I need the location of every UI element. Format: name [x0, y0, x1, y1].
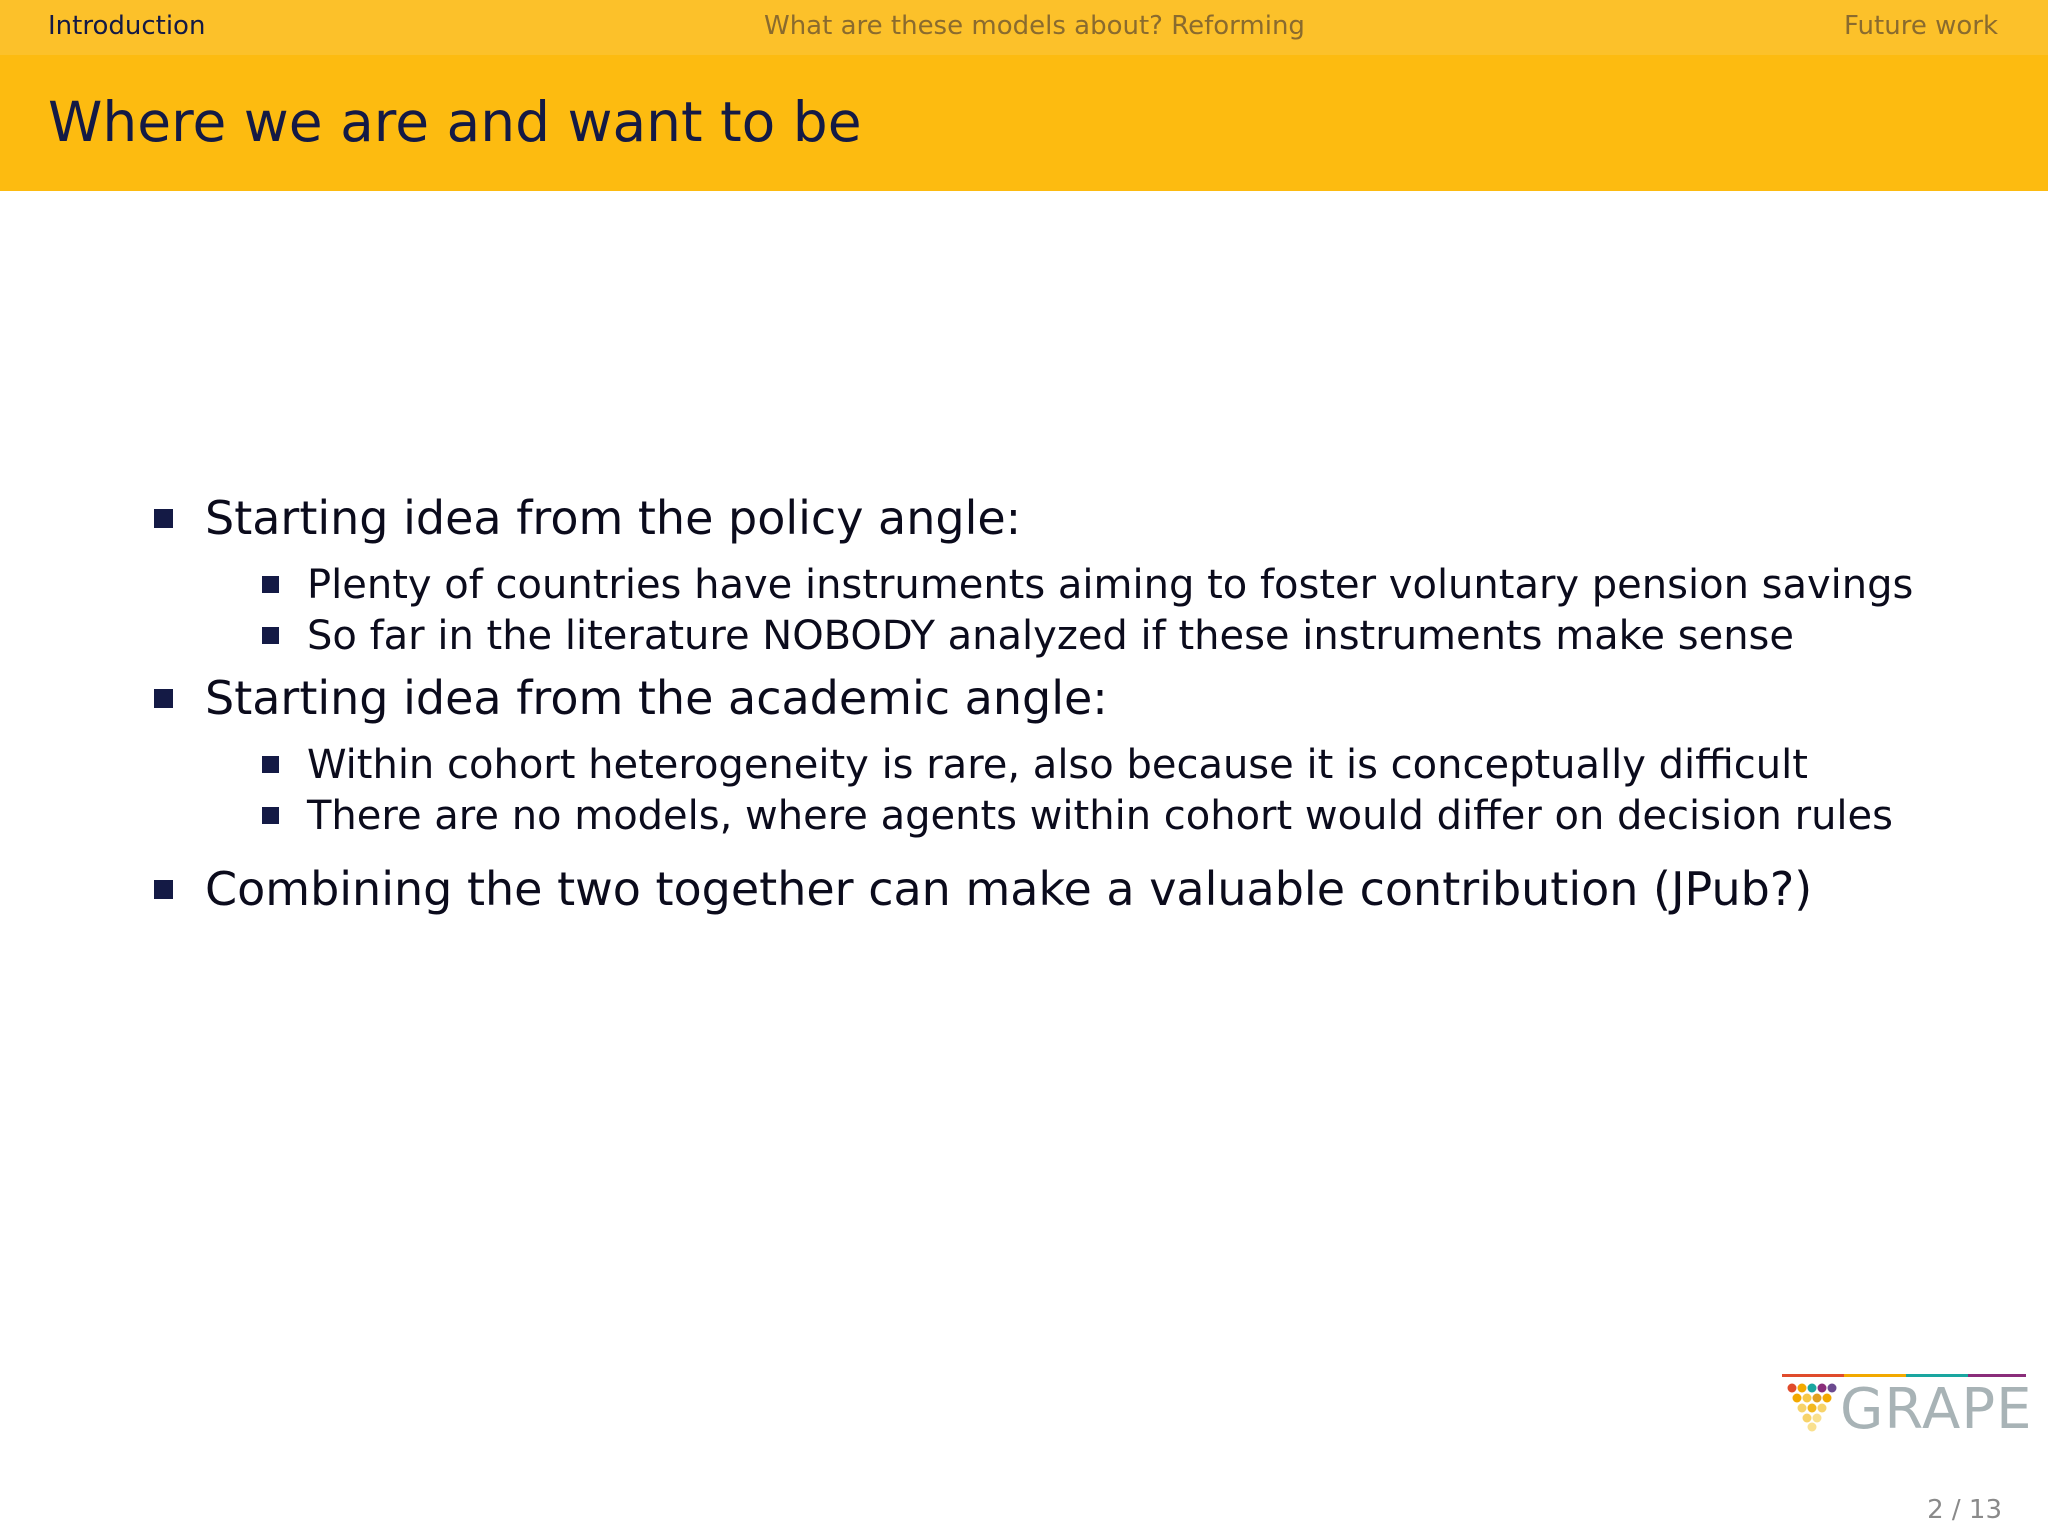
- sub-bullet-item: [262, 562, 1914, 608]
- nav-item-models[interactable]: What are these models about? Reforming: [764, 11, 1305, 41]
- bullet-item: [154, 671, 1108, 725]
- bullet-text: Starting idea from the academic angle:: [205, 671, 1108, 725]
- navigation-bar: [0, 0, 2048, 55]
- sub-bullet-item: [262, 742, 1808, 788]
- bullet-marker-icon: [262, 807, 279, 824]
- frame-title: Where we are and want to be: [48, 90, 862, 154]
- nav-item-introduction[interactable]: Introduction: [48, 11, 206, 41]
- logo-text: GRAPE: [1840, 1377, 2033, 1442]
- bullet-text: Starting idea from the policy angle:: [205, 491, 1022, 545]
- sub-bullet-text: Plenty of countries have instruments aiming to foster voluntary pension savings: [307, 562, 1914, 608]
- bullet-item: [154, 862, 1813, 916]
- grape-logo: [1780, 1370, 2033, 1442]
- bullet-marker-icon: [262, 576, 279, 593]
- sub-bullet-text: Within cohort heterogeneity is rare, also because it is conceptually difficult: [307, 742, 1808, 788]
- bullet-marker-icon: [262, 627, 279, 644]
- bullet-marker-icon: [154, 689, 173, 708]
- bullet-text: Combining the two together can make a valuable contribution (JPub?): [205, 862, 1813, 916]
- sub-bullet-item: [262, 793, 1893, 839]
- sub-bullet-text: There are no models, where agents within cohort would differ on decision rules: [307, 793, 1893, 839]
- sub-bullet-text: So far in the literature NOBODY analyzed if these instruments make sense: [307, 613, 1794, 659]
- nav-item-future-work[interactable]: Future work: [1844, 11, 1998, 41]
- frame-title-bar: [0, 55, 2048, 191]
- bullet-marker-icon: [154, 509, 173, 528]
- page-number: 2 / 13: [1927, 1495, 2002, 1525]
- bullet-marker-icon: [262, 756, 279, 773]
- sub-bullet-item: [262, 613, 1794, 659]
- bullet-item: [154, 491, 1022, 545]
- bullet-marker-icon: [154, 880, 173, 899]
